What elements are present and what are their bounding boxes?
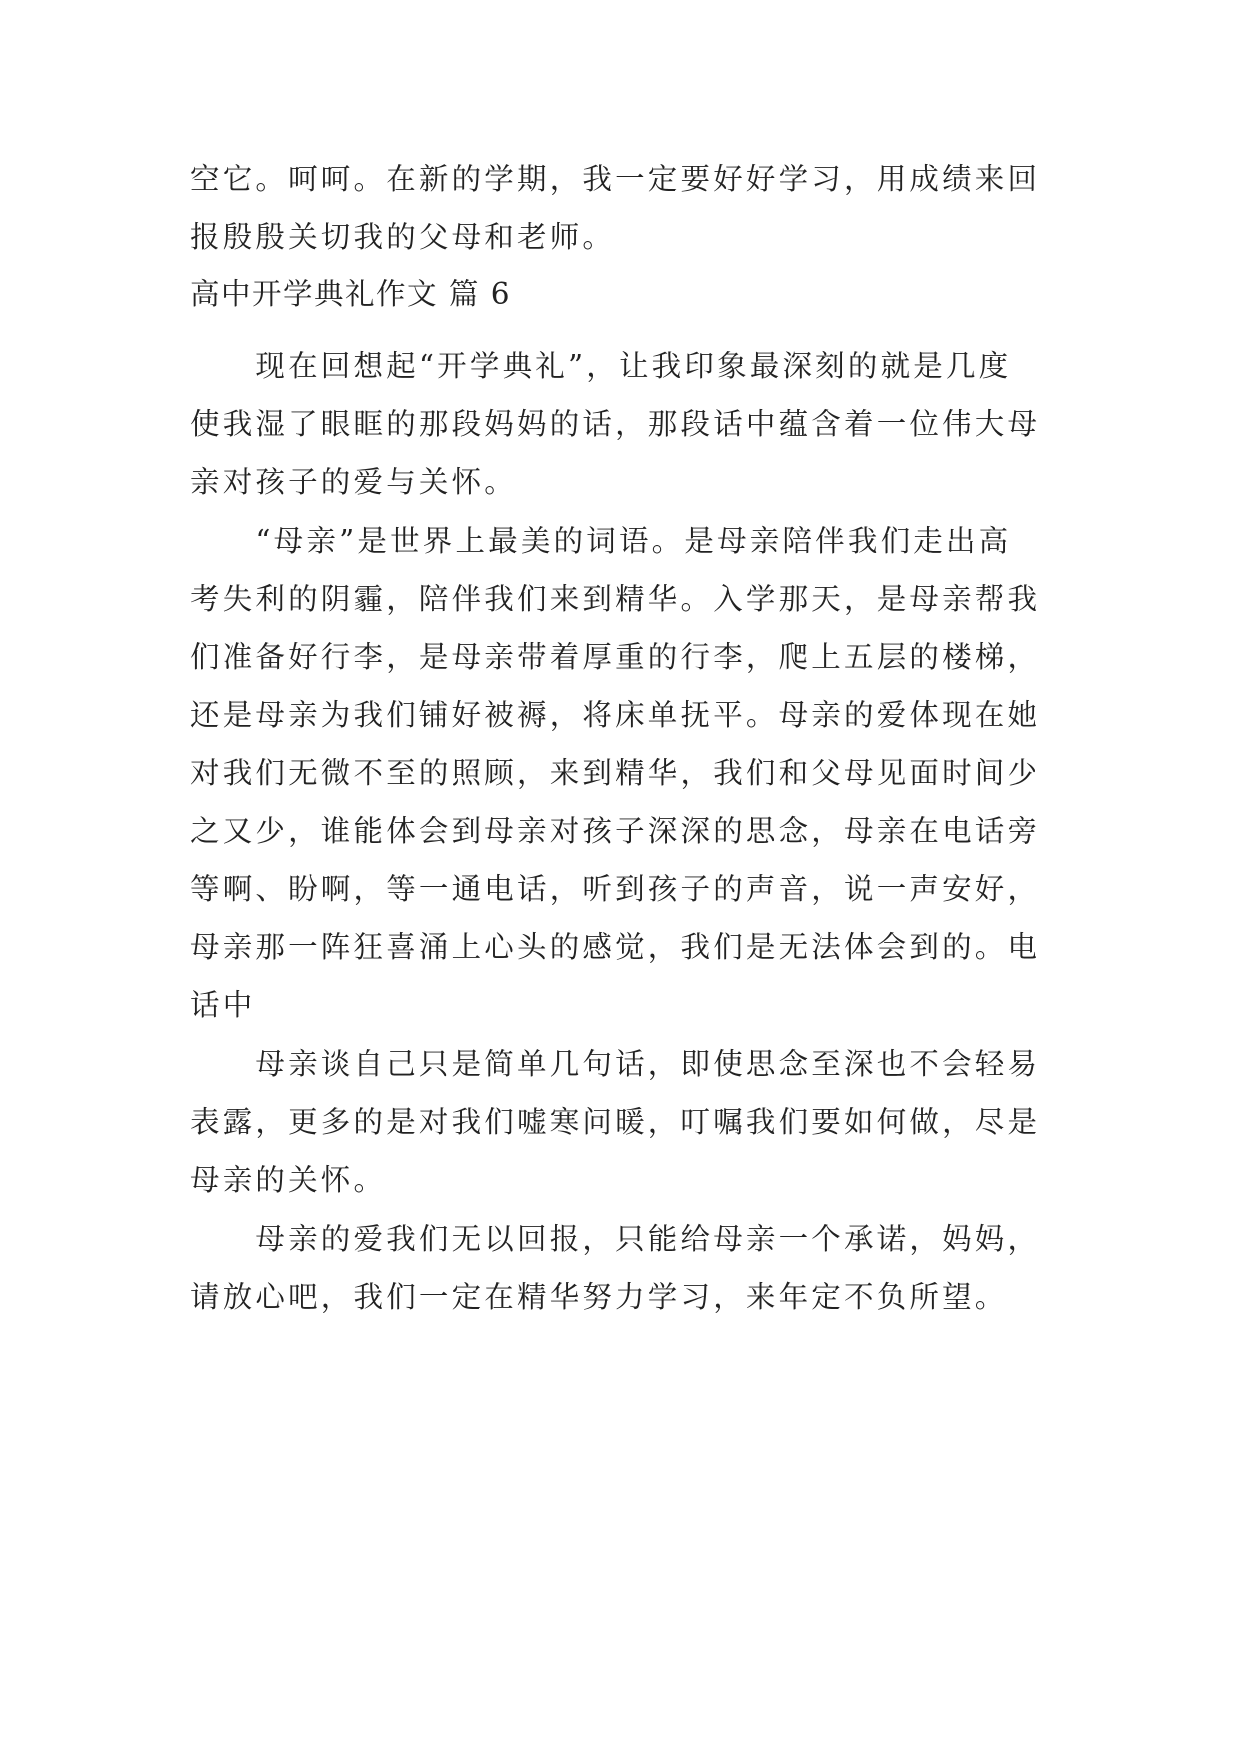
paragraph-1 xyxy=(190,337,1055,511)
text-line: 空它。呵呵。在新的学期，我一定要好好学习，用成绩来回 xyxy=(190,162,1041,196)
text-line: 们准备好行李，是母亲带着厚重的行李，爬上五层的楼梯， xyxy=(190,640,1041,674)
text-line: 现在回想起“开学典礼”，让我印象最深刻的就是几度 xyxy=(190,349,1012,383)
text-line: 对我们无微不至的照顾，来到精华，我们和父母见面时间少 xyxy=(190,756,1041,790)
text-line: 母亲谈自己只是简单几句话，即使思念至深也不会轻易 xyxy=(190,1047,1041,1081)
text-line: 母亲那一阵狂喜涌上心头的感觉，我们是无法体会到的。电 xyxy=(190,930,1041,964)
text-line: 考失利的阴霾，陪伴我们来到精华。入学那天，是母亲帮我 xyxy=(190,582,1041,616)
text-line: 之又少，谁能体会到母亲对孩子深深的思念，母亲在电话旁 xyxy=(190,814,1041,848)
text-line: 话中 xyxy=(190,988,256,1022)
paragraph-2 xyxy=(190,512,1055,1092)
text-line: 表露，更多的是对我们嘘寒问暖，叮嘱我们要如何做，尽是 xyxy=(190,1105,1041,1139)
text-line: “母亲”是世界上最美的词语。是母亲陪伴我们走出高 xyxy=(190,524,1012,558)
text-line: 使我湿了眼眶的那段妈妈的话，那段话中蕴含着一位伟大母 xyxy=(190,407,1041,441)
text-line: 等啊、盼啊，等一通电话，听到孩子的声音，说一声安好， xyxy=(190,872,1041,906)
text-line: 亲对孩子的爱与关怀。 xyxy=(190,465,518,499)
paragraph-3 xyxy=(190,1035,1055,1209)
section-heading: 高中开学典礼作文 篇 6 xyxy=(190,277,512,311)
text-line: 母亲的关怀。 xyxy=(190,1163,387,1197)
text-line: 请放心吧，我们一定在精华努力学习，来年定不负所望。 xyxy=(190,1280,1008,1314)
intro-paragraph xyxy=(190,150,1055,266)
paragraph-4 xyxy=(190,1210,1055,1326)
text-line: 还是母亲为我们铺好被褥，将床单抚平。母亲的爱体现在她 xyxy=(190,698,1041,732)
text-line: 母亲的爱我们无以回报，只能给母亲一个承诺，妈妈， xyxy=(190,1222,1041,1256)
text-line: 报殷殷关切我的父母和老师。 xyxy=(190,220,616,254)
